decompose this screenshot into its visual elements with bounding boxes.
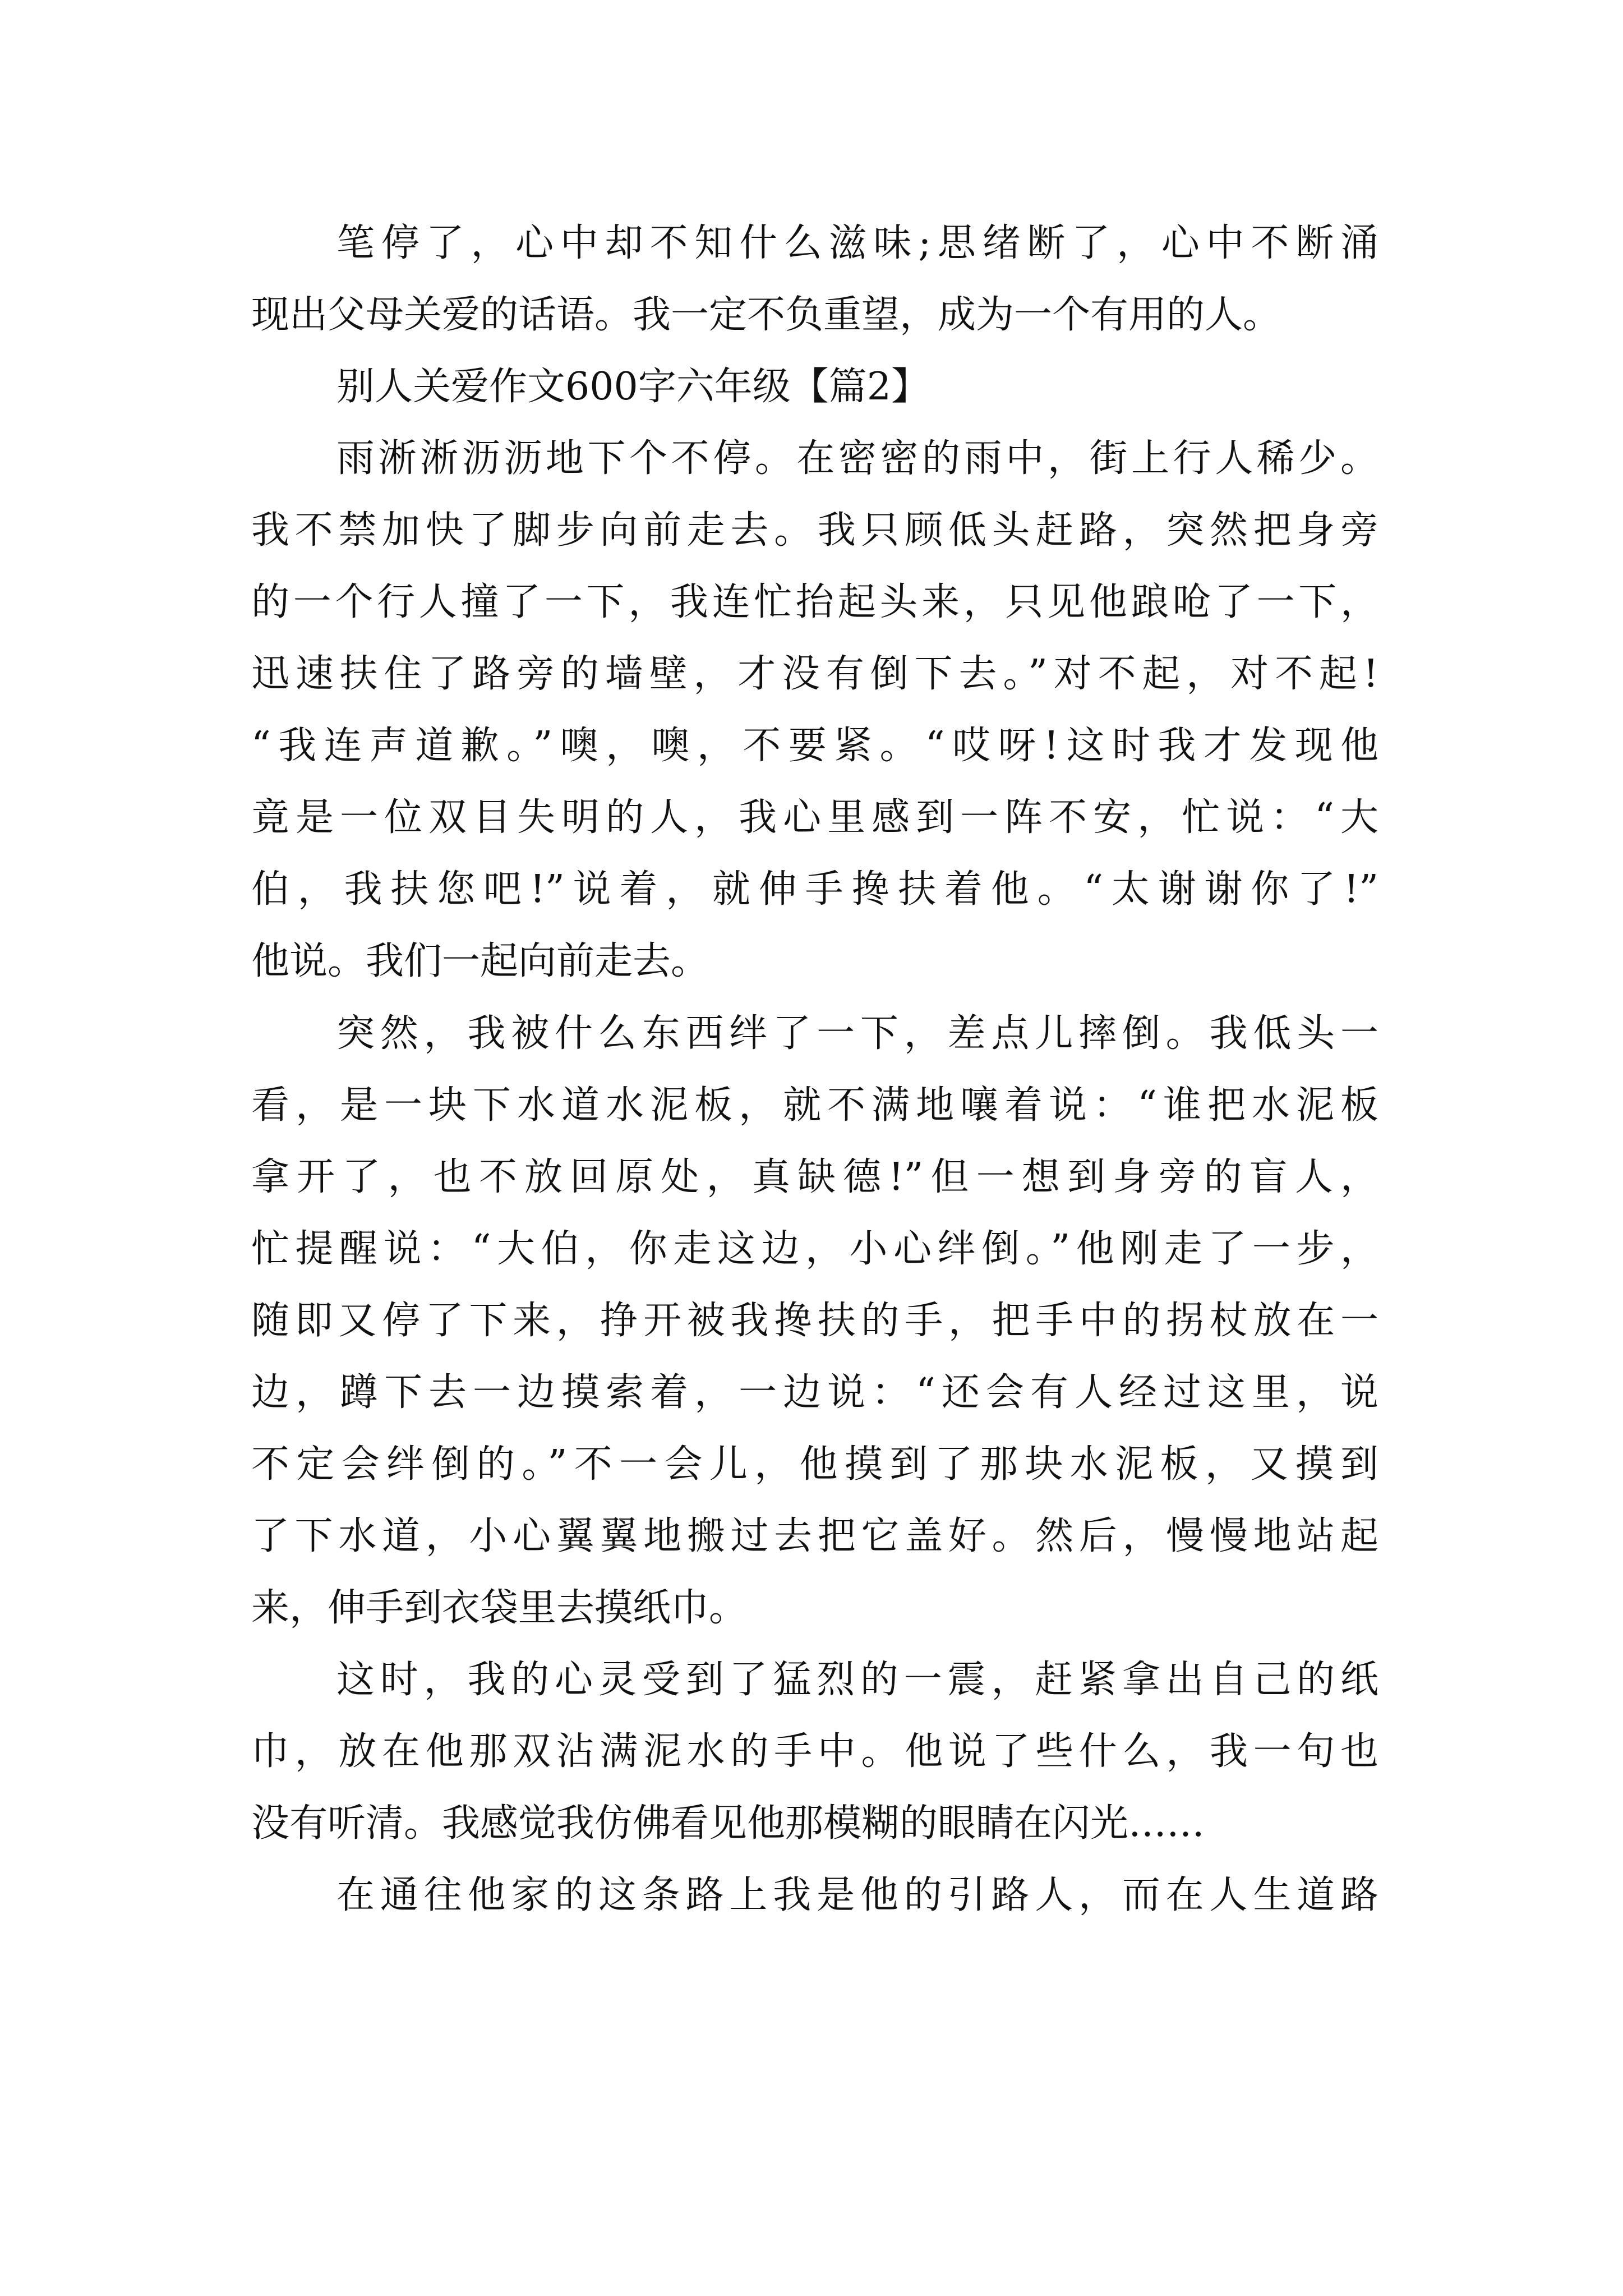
paragraph-line: 竟是一位双目失明的人，我心里感到一阵不安，忙说：“大 [251,795,1378,840]
paragraph-line: 不定会绊倒的。”不一会儿，他摸到了那块水泥板，又摸到 [251,1442,1378,1487]
paragraph-line: 边，蹲下去一边摸索着，一边说：“还会有人经过这里，说 [251,1370,1378,1415]
paragraph-line: 忙提醒说：“大伯，你走这边，小心绊倒。”他刚走了一步， [251,1227,1378,1271]
paragraph-line: 笔停了，心中却不知什么滋味;思绪断了，心中不断涌 [336,221,1378,265]
section-heading: 别人关爱作文600字六年级【篇2】 [336,365,930,409]
paragraph-line: 巾，放在他那双沾满泥水的手中。他说了些什么，我一句也 [251,1729,1378,1774]
paragraph-line: 伯，我扶您吧!”说着，就伸手搀扶着他。“太谢谢你了!” [251,867,1378,912]
paragraph-line: 突然，我被什么东西绊了一下，差点儿摔倒。我低头一 [336,1011,1378,1056]
paragraph-line: 雨淅淅沥沥地下个不停。在密密的雨中，街上行人稀少。 [336,436,1378,481]
paragraph-line: 拿开了，也不放回原处，真缺德!”但一想到身旁的盲人， [251,1155,1378,1199]
paragraph-line: 了下水道，小心翼翼地搬过去把它盖好。然后，慢慢地站起 [251,1514,1378,1558]
paragraph-line: “我连声道歉。”噢，噢，不要紧。“哎呀!这时我才发现他 [251,724,1378,768]
paragraph-line: 来，伸手到衣袋里去摸纸巾。 [251,1586,748,1630]
paragraph-line: 随即又停了下来，挣开被我搀扶的手，把手中的拐杖放在一 [251,1299,1378,1343]
paragraph-line: 的一个行人撞了一下，我连忙抬起头来，只见他踉呛了一下， [251,580,1378,624]
paragraph-line: 没有听清。我感觉我仿佛看见他那模糊的眼睛在闪光…… [251,1801,1205,1846]
paragraph-line: 我不禁加快了脚步向前走去。我只顾低头赶路，突然把身旁 [251,508,1378,553]
paragraph-line: 在通往他家的这条路上我是他的引路人，而在人生道路 [336,1873,1378,1917]
paragraph-line: 看，是一块下水道水泥板，就不满地嚷着说：“谁把水泥板 [251,1083,1378,1128]
paragraph-line: 现出父母关爱的话语。我一定不负重望，成为一个有用的人。 [251,293,1281,337]
paragraph-line: 这时，我的心灵受到了猛烈的一震，赶紧拿出自己的纸 [336,1658,1378,1702]
paragraph-line: 迅速扶住了路旁的墙壁，才没有倒下去。”对不起，对不起! [251,652,1378,696]
paragraph-line: 他说。我们一起向前走去。 [251,939,709,983]
